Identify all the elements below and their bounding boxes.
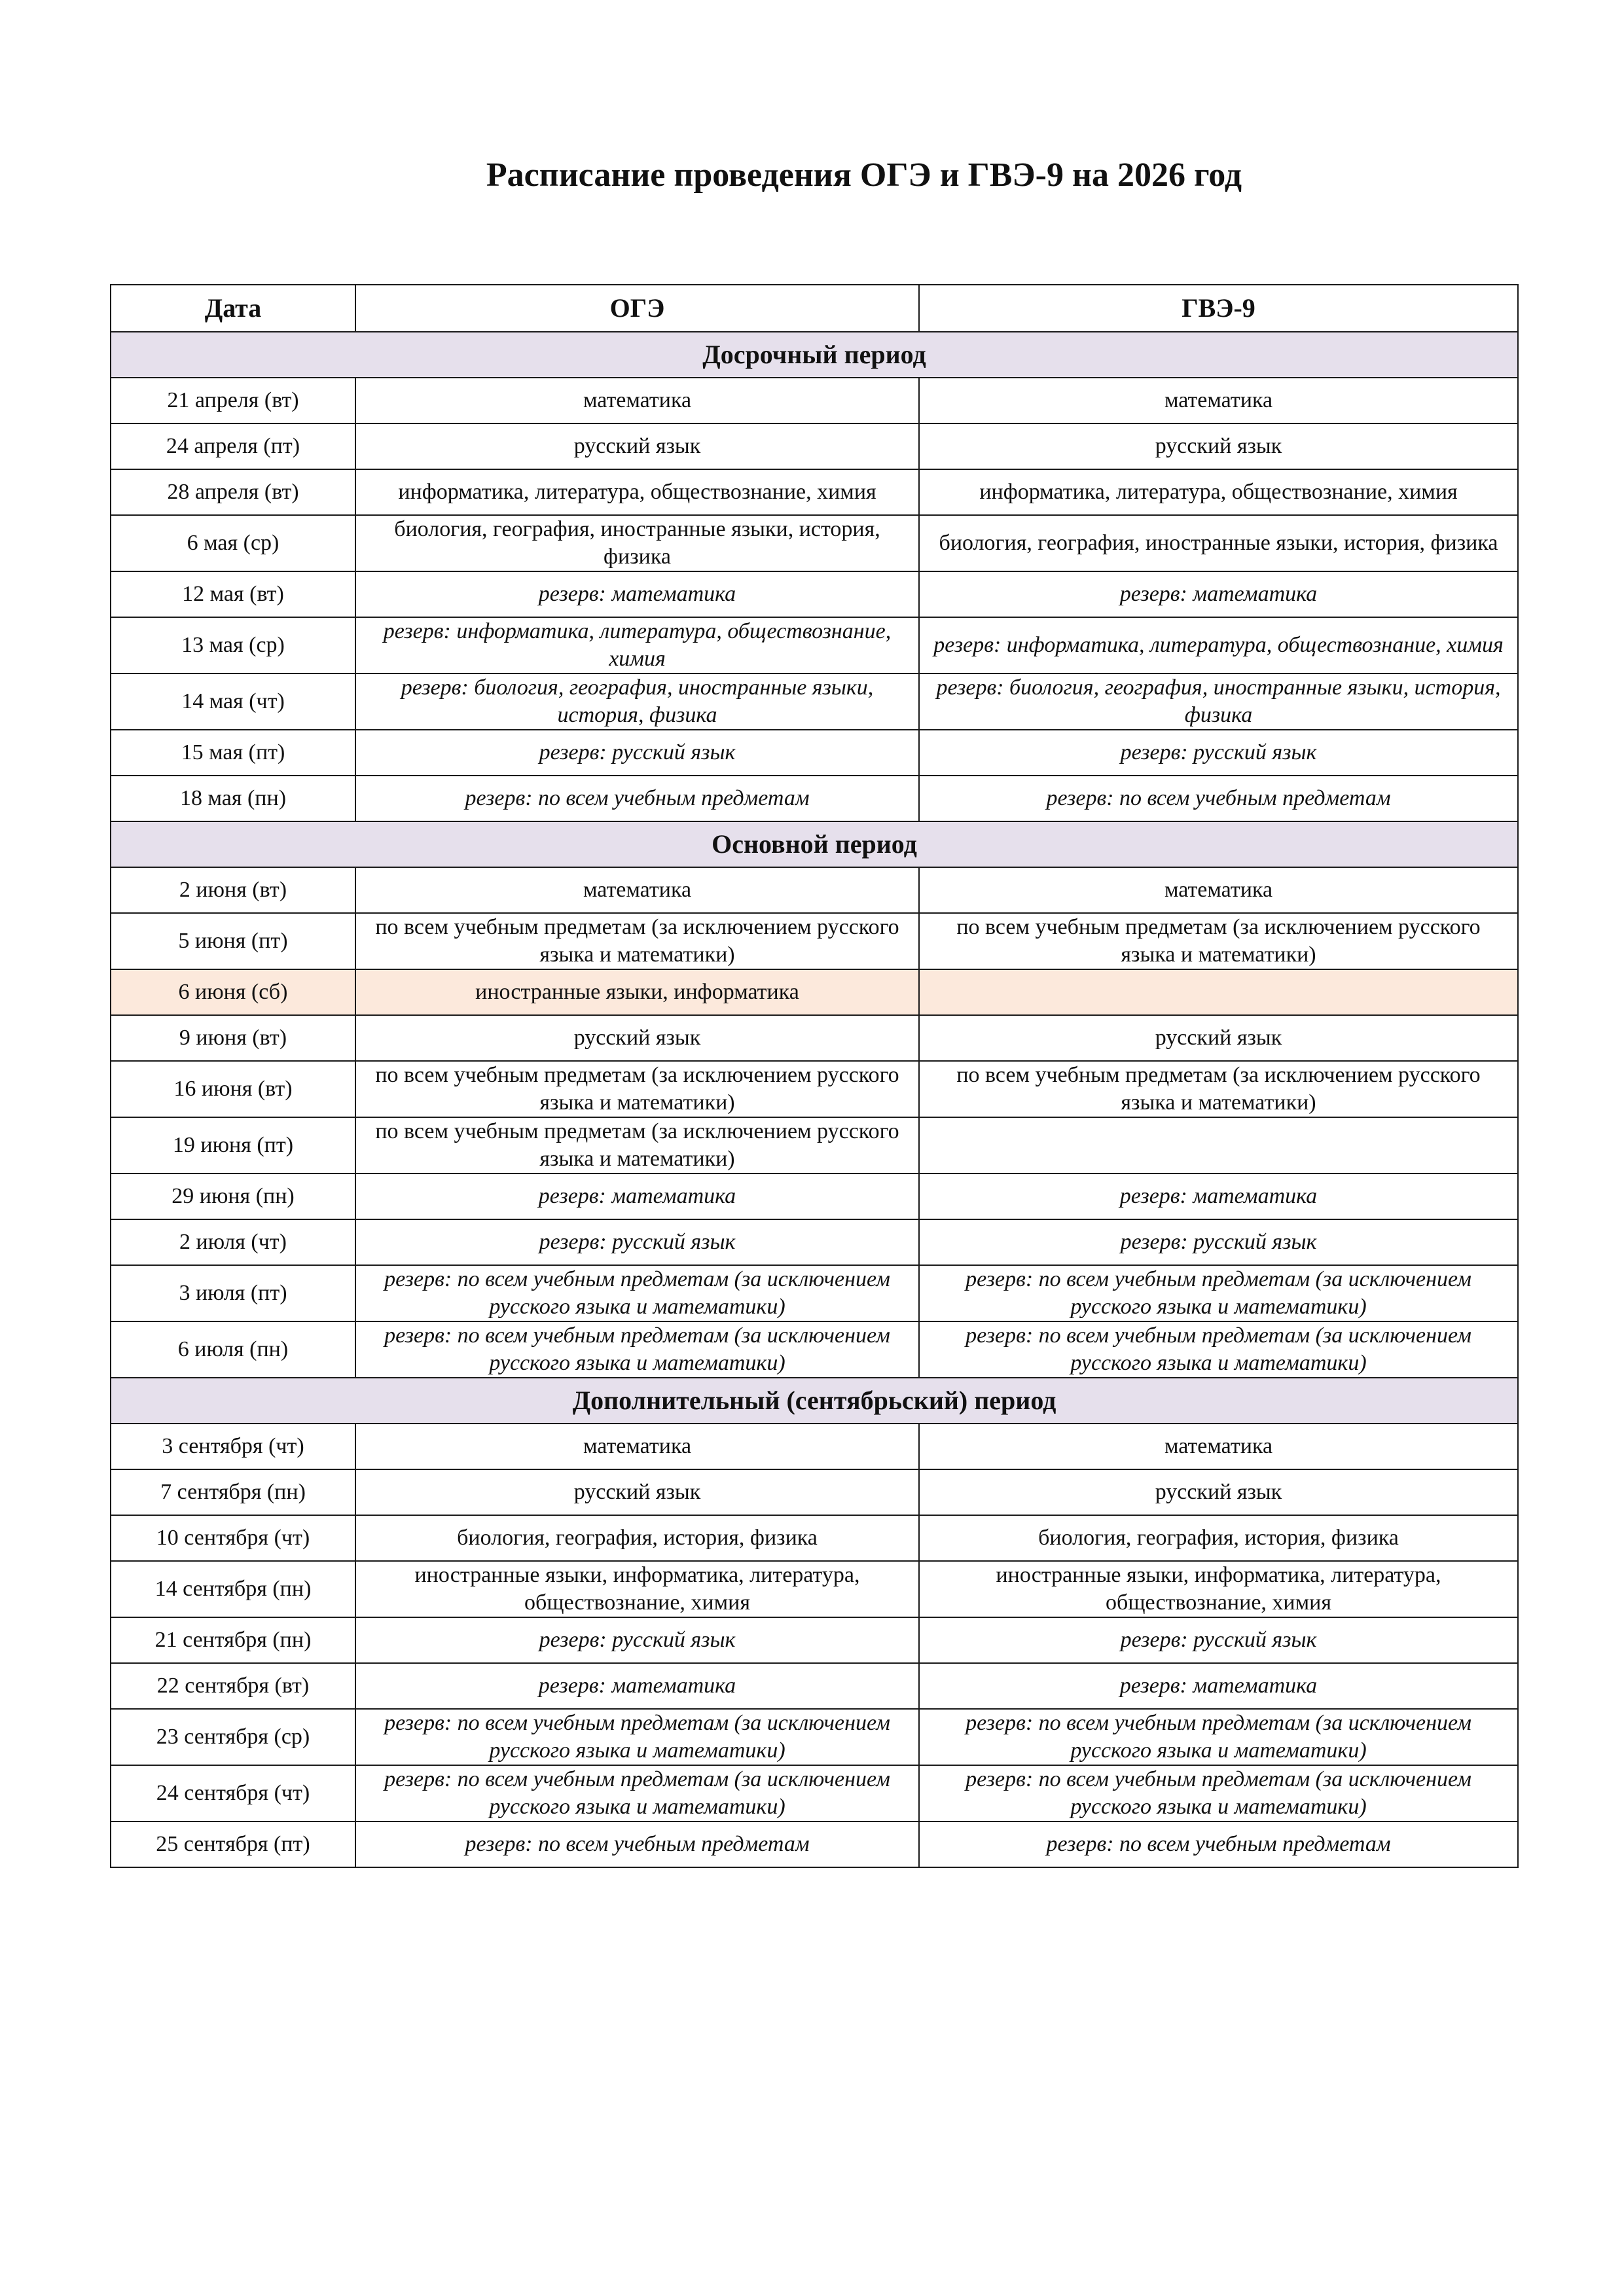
table-row <box>111 1015 1518 1061</box>
cell-gve: резерв: математика <box>919 571 1518 617</box>
table-row <box>111 571 1518 617</box>
cell-oge: русский язык <box>355 1015 919 1061</box>
cell-date: 24 апреля (пт) <box>111 423 355 469</box>
cell-oge: резерв: биология, география, иностранные языки, история, физика <box>355 673 919 730</box>
period-row <box>111 1378 1518 1424</box>
table-row <box>111 1561 1518 1617</box>
cell-date: 2 июня (вт) <box>111 867 355 913</box>
cell-oge: резерв: русский язык <box>355 730 919 776</box>
cell-gve: математика <box>919 1424 1518 1469</box>
cell-oge: резерв: по всем учебным предметам <box>355 1821 919 1867</box>
cell-gve <box>919 1117 1518 1174</box>
cell-gve: математика <box>919 867 1518 913</box>
cell-date: 9 июня (вт) <box>111 1015 355 1061</box>
table-row <box>111 423 1518 469</box>
cell-oge: биология, география, иностранные языки, история, физика <box>355 515 919 571</box>
period-title: Дополнительный (сентябрьский) период <box>111 1378 1518 1424</box>
cell-oge: русский язык <box>355 423 919 469</box>
cell-date: 21 апреля (вт) <box>111 378 355 423</box>
cell-date: 14 мая (чт) <box>111 673 355 730</box>
table-row <box>111 469 1518 515</box>
cell-oge: резерв: русский язык <box>355 1617 919 1663</box>
cell-oge: резерв: по всем учебным предметам (за исключением русского языка и математики) <box>355 1765 919 1821</box>
cell-date: 25 сентября (пт) <box>111 1821 355 1867</box>
cell-gve: по всем учебным предметам (за исключением русского языка и математики) <box>919 913 1518 969</box>
cell-date: 3 сентября (чт) <box>111 1424 355 1469</box>
cell-oge: резерв: математика <box>355 571 919 617</box>
table-row <box>111 1265 1518 1321</box>
period-title: Досрочный период <box>111 332 1518 378</box>
cell-date: 15 мая (пт) <box>111 730 355 776</box>
period-row <box>111 821 1518 867</box>
cell-date: 3 июля (пт) <box>111 1265 355 1321</box>
cell-gve: резерв: по всем учебным предметам (за исключением русского языка и математики) <box>919 1265 1518 1321</box>
cell-gve: биология, география, иностранные языки, история, физика <box>919 515 1518 571</box>
table-row <box>111 969 1518 1015</box>
cell-gve: русский язык <box>919 423 1518 469</box>
table-row <box>111 867 1518 913</box>
cell-date: 5 июня (пт) <box>111 913 355 969</box>
cell-oge: математика <box>355 867 919 913</box>
cell-gve: по всем учебным предметам (за исключением русского языка и математики) <box>919 1061 1518 1117</box>
cell-gve: математика <box>919 378 1518 423</box>
cell-oge: по всем учебным предметам (за исключением русского языка и математики) <box>355 1117 919 1174</box>
table-row <box>111 1617 1518 1663</box>
cell-gve: биология, география, история, физика <box>919 1515 1518 1561</box>
cell-date: 16 июня (вт) <box>111 1061 355 1117</box>
cell-date: 7 сентября (пн) <box>111 1469 355 1515</box>
cell-gve: русский язык <box>919 1469 1518 1515</box>
cell-oge: резерв: информатика, литература, обществознание, химия <box>355 617 919 673</box>
cell-gve: резерв: информатика, литература, обществознание, химия <box>919 617 1518 673</box>
cell-gve: информатика, литература, обществознание, химия <box>919 469 1518 515</box>
table-row <box>111 673 1518 730</box>
cell-date: 29 июня (пн) <box>111 1174 355 1219</box>
cell-oge: резерв: математика <box>355 1663 919 1709</box>
table-row <box>111 1321 1518 1378</box>
cell-date: 6 июля (пн) <box>111 1321 355 1378</box>
table-row <box>111 1174 1518 1219</box>
header-gve: ГВЭ-9 <box>919 285 1518 332</box>
cell-date: 2 июля (чт) <box>111 1219 355 1265</box>
schedule-body <box>111 332 1518 1867</box>
cell-oge: математика <box>355 378 919 423</box>
cell-gve: русский язык <box>919 1015 1518 1061</box>
cell-oge: информатика, литература, обществознание, химия <box>355 469 919 515</box>
cell-oge: резерв: по всем учебным предметам <box>355 776 919 821</box>
cell-oge: по всем учебным предметам (за исключением русского языка и математики) <box>355 1061 919 1117</box>
cell-date: 19 июня (пт) <box>111 1117 355 1174</box>
cell-oge: по всем учебным предметам (за исключением русского языка и математики) <box>355 913 919 969</box>
cell-date: 6 мая (ср) <box>111 515 355 571</box>
table-row <box>111 1821 1518 1867</box>
cell-date: 14 сентября (пн) <box>111 1561 355 1617</box>
cell-date: 24 сентября (чт) <box>111 1765 355 1821</box>
cell-oge: иностранные языки, информатика <box>355 969 919 1015</box>
schedule-table <box>110 284 1519 1868</box>
cell-date: 22 сентября (вт) <box>111 1663 355 1709</box>
table-row <box>111 515 1518 571</box>
cell-date: 21 сентября (пн) <box>111 1617 355 1663</box>
cell-gve <box>919 969 1518 1015</box>
cell-date: 18 мая (пн) <box>111 776 355 821</box>
cell-oge: русский язык <box>355 1469 919 1515</box>
header-row <box>111 285 1518 332</box>
cell-date: 13 мая (ср) <box>111 617 355 673</box>
cell-date: 28 апреля (вт) <box>111 469 355 515</box>
cell-date: 10 сентября (чт) <box>111 1515 355 1561</box>
cell-gve: резерв: русский язык <box>919 1219 1518 1265</box>
table-row <box>111 1219 1518 1265</box>
cell-date: 23 сентября (ср) <box>111 1709 355 1765</box>
table-row <box>111 1663 1518 1709</box>
cell-oge: резерв: русский язык <box>355 1219 919 1265</box>
cell-gve: резерв: по всем учебным предметам <box>919 776 1518 821</box>
cell-gve: резерв: математика <box>919 1663 1518 1709</box>
cell-date: 12 мая (вт) <box>111 571 355 617</box>
cell-gve: резерв: биология, география, иностранные языки, история, физика <box>919 673 1518 730</box>
period-title: Основной период <box>111 821 1518 867</box>
table-row <box>111 1765 1518 1821</box>
cell-date: 6 июня (сб) <box>111 969 355 1015</box>
page-title: Расписание проведения ОГЭ и ГВЭ-9 на 2026 год <box>486 156 1242 194</box>
table-row <box>111 617 1518 673</box>
cell-gve: резерв: математика <box>919 1174 1518 1219</box>
table-row <box>111 1515 1518 1561</box>
table-row <box>111 1709 1518 1765</box>
cell-oge: математика <box>355 1424 919 1469</box>
header-date: Дата <box>111 285 355 332</box>
cell-oge: биология, география, история, физика <box>355 1515 919 1561</box>
cell-oge: резерв: по всем учебным предметам (за исключением русского языка и математики) <box>355 1265 919 1321</box>
period-row <box>111 332 1518 378</box>
table-row <box>111 1061 1518 1117</box>
table-row <box>111 1469 1518 1515</box>
table-row <box>111 913 1518 969</box>
cell-gve: резерв: русский язык <box>919 1617 1518 1663</box>
table-row <box>111 730 1518 776</box>
cell-oge: резерв: по всем учебным предметам (за исключением русского языка и математики) <box>355 1709 919 1765</box>
cell-gve: иностранные языки, информатика, литература, обществознание, химия <box>919 1561 1518 1617</box>
cell-gve: резерв: по всем учебным предметам (за исключением русского языка и математики) <box>919 1321 1518 1378</box>
cell-oge: иностранные языки, информатика, литература, обществознание, химия <box>355 1561 919 1617</box>
cell-gve: резерв: по всем учебным предметам (за исключением русского языка и математики) <box>919 1709 1518 1765</box>
table-row <box>111 378 1518 423</box>
header-oge: ОГЭ <box>355 285 919 332</box>
table-row <box>111 1424 1518 1469</box>
cell-gve: резерв: русский язык <box>919 730 1518 776</box>
cell-oge: резерв: математика <box>355 1174 919 1219</box>
cell-gve: резерв: по всем учебным предметам <box>919 1821 1518 1867</box>
table-row <box>111 776 1518 821</box>
cell-gve: резерв: по всем учебным предметам (за исключением русского языка и математики) <box>919 1765 1518 1821</box>
cell-oge: резерв: по всем учебным предметам (за исключением русского языка и математики) <box>355 1321 919 1378</box>
table-row <box>111 1117 1518 1174</box>
